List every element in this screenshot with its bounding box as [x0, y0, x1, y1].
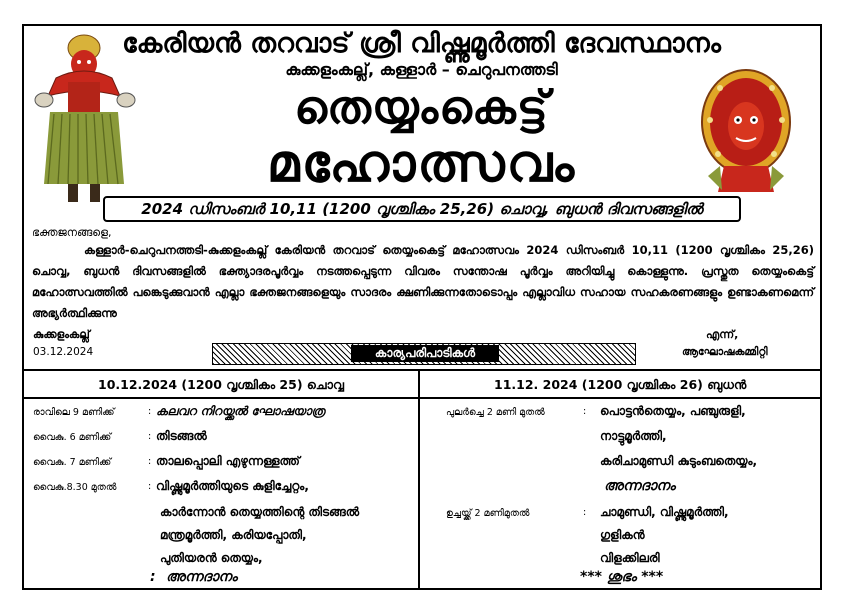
temple-name: കേരിയൻ തറവാട് ശ്രീ വിഷ്ണുമൂർത്തി ദേവസ്ഥാനം [122, 28, 721, 59]
day2-sep-1: : [583, 406, 587, 417]
day1-annadanam-sep: : [150, 569, 156, 585]
programs-banner [212, 343, 636, 365]
notice-date: 03.12.2024 [33, 346, 94, 358]
day1-time-3: വൈകു. 7 മണിക്ക് [33, 457, 112, 468]
day2-time-1: പുലർച്ചെ 2 മണി മുതൽ [446, 407, 545, 418]
day1-continued-1: കാർന്നോൻ തെയ്യത്തിന്റെ തിടങ്ങൽ [160, 505, 360, 519]
divider-center [418, 370, 420, 590]
location: കുക്കളംകല്ല്, കള്ളാർ – ചെറുപനത്തടി [285, 60, 558, 79]
programs-label: കാര്യപരിപാടികൾ [351, 345, 499, 362]
notice-ennu: എന്ന്, [706, 328, 739, 341]
day2-time-2: ഉച്ചയ്ക്ക് 2 മണിമുതൽ [446, 508, 530, 519]
divider-top [24, 369, 820, 371]
day2-event-4: ചാമുണ്ഡി, വിഷ്ണുമൂർത്തി, [600, 505, 729, 519]
festival-title-line1: തെയ്യംകെട്ട് [294, 80, 549, 134]
closing-subham: *** ശുഭം *** [580, 569, 664, 585]
day1-sep-4: : [148, 481, 152, 492]
day2-event-1: പൊട്ടൻതെയ്യം, പഞ്ചുരുളി, [600, 404, 746, 418]
date-banner: 2024 ഡിസംബർ 10,11 (1200 വൃശ്ചികം 25,26) ചൊവ്വ, ബുധൻ ദിവസങ്ങളിൽ [103, 196, 741, 222]
day2-annadanam: അന്നദാനം [604, 478, 676, 494]
day1-sep-2: : [148, 431, 152, 442]
greeting: ഭക്തജനങ്ങളെ, [32, 226, 112, 239]
day1-time-4: വൈകു.8.30 മുതൽ [33, 482, 117, 493]
day1-sep-1: : [148, 406, 152, 417]
day2-event-6: വിളക്കിലരി [600, 551, 660, 565]
day1-event-2: തിടങ്ങൽ [156, 429, 207, 443]
day2-event-5: ഗുളികൻ [600, 528, 645, 542]
notice-paragraph: കള്ളാർ-ചെറുപനത്തടി-കുക്കളംകല്ല് കേരിയൻ തറവാട് തെയ്യംകെട്ട് മഹോത്സവം 2024 ഡിസംബർ 10,11 (1200 വൃശ്ചികം 25,26) ചൊവ്വ, ബുധൻ ദിവസങ്ങളിൽ ഭക്ത്യാദരപൂർവ്വം നടത്തപ്പെടുന്ന വിവരം സന്തോഷ പൂർവ്വം അറിയിച്ചു കൊള്ളുന്നു. പ്രസ്തുത തെയ്യംകെട്ട് മഹോത്സവത്തിൽ പങ്കെടുക്കുവാൻ എല്ലാ ഭക്തജനങ്ങളെയും സാദരം ക്ഷണിക്കുന്നതോടൊപ്പം എല്ലാവിധ സഹായ സഹകരണങ്ങളും ഉണ്ടാകണമെന്ന് അഭ്യർത്ഥിക്കുന്നു [32, 243, 814, 320]
day2-sep-2: : [583, 507, 587, 518]
day1-time-1: രാവിലെ 9 മണിക്ക് [33, 407, 115, 418]
day1-time-2: വൈകു. 6 മണിക്ക് [33, 432, 112, 443]
signatory: ആഘോഷകമ്മിറ്റി [682, 346, 768, 358]
divider-heading [24, 397, 820, 399]
day2-event-2: നാട്ടുമൂർത്തി, [600, 429, 667, 443]
day1-sep-3: : [148, 456, 152, 467]
day1-event-3: താലപ്പൊലി എഴുന്നള്ളത്ത് [156, 454, 300, 468]
day1-heading: 10.12.2024 (1200 വൃശ്ചികം 25) ചൊവ്വ [98, 377, 344, 392]
day1-annadanam: അന്നദാനം [166, 569, 238, 585]
day2-event-3: കരിചാമുണ്ഡി കുടുംബതെയ്യം, [600, 454, 758, 468]
day1-continued-3: പുതിയരൻ തെയ്യം, [160, 551, 263, 565]
day1-event-1: കലവറ നിറയ്ക്കൽ ഘോഷയാത്ര [156, 404, 325, 418]
day1-event-4: വിഷ്ണുമൂർത്തിയുടെ കുളിച്ചേറ്റം, [156, 479, 309, 493]
notice-place: കുക്കളംകല്ല് [33, 328, 90, 341]
day2-heading: 11.12. 2024 (1200 വൃശ്ചികം 26) ബുധൻ [494, 377, 747, 392]
day1-continued-2: മന്ത്രമൂർത്തി, കരിയപ്പോതി, [160, 528, 307, 542]
festival-title-line2: മഹോത്സവം [266, 134, 577, 194]
